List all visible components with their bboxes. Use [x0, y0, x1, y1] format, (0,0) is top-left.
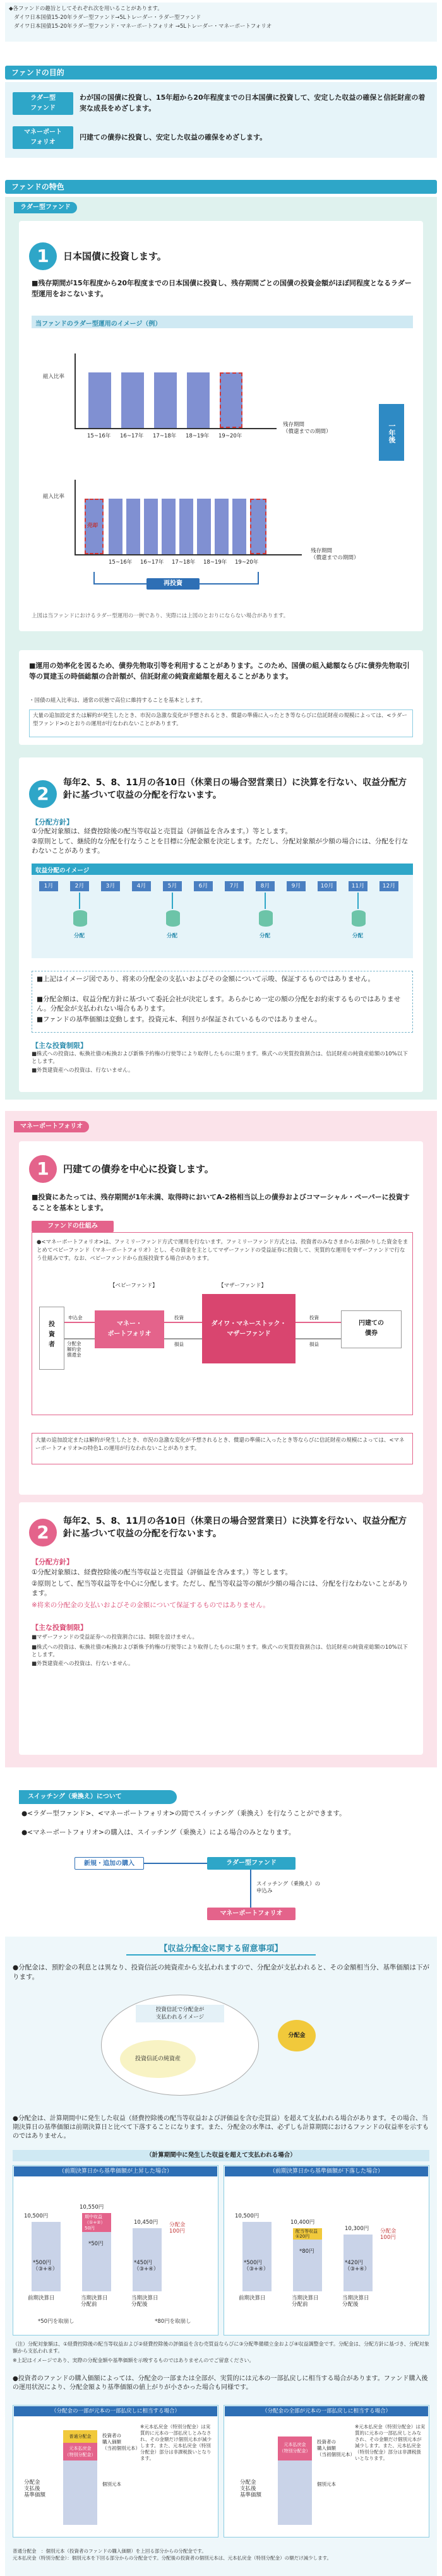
a-x-3: 当期決算日 分配後 — [131, 2295, 158, 2308]
case-a-title: （前期決算日から基準価額が上昇した場合） — [14, 2166, 217, 2176]
coin-stack-icon — [352, 910, 366, 927]
chart2-bar-e — [179, 499, 193, 554]
dist-arrow — [357, 893, 359, 909]
purpose-header: ファンドの目的 — [5, 66, 437, 80]
mother-fund-box: ダイワ・マネーストック・ マザーファンド — [202, 1294, 296, 1363]
b-x-2: 当期決算日 分配前 — [292, 2295, 319, 2308]
distribution-intro: ●分配金は、預貯金の利息とは異なり、投資信託の純資産から支払われますので、分配金が支払われると、その金額相当分、基準価額は下がります。 — [13, 1964, 429, 1981]
coin-stack-icon — [73, 910, 87, 927]
c-purchase-label: 投資者の 購入価額 （当初個別元本） — [102, 2433, 140, 2451]
d-purchase-label: 投資者の 購入価額 （当初個別元本） — [317, 2439, 355, 2457]
b-val-7: *500円 （③+④） — [244, 2260, 269, 2272]
distribution-header: 【収益分配金に関する留意事項】 — [126, 1942, 316, 1956]
m2-limits-head: 【主な投資制限】 — [32, 1623, 87, 1632]
flow-label-4: 損益 — [174, 1341, 184, 1347]
investor-box: 投 資 者 — [39, 1307, 64, 1370]
month-6: 6月 — [194, 881, 213, 891]
a-val-1: 10,500円 — [24, 2213, 49, 2219]
m1-notice: 大量の追加設定または解約が発生したとき、市況の急激な変化が予想されるとき、償還の準備に入ったとき等ならびに信託財産の規模によっては、<マネーポートフォリオ>の特色1.の運用が行なわれないことがあります。 — [35, 1437, 405, 1452]
flow-arrow-1 — [64, 1322, 95, 1323]
m1-body: ■投資にあたっては、残存期間が1年未満、取得時においてA-2格相当以上の債券およびコマーシャル・ペーパーに投資することを基本とします。 — [32, 1193, 410, 1212]
a-val-4: 期中収益 （①+②） 50円 — [85, 2214, 105, 2231]
month-4: 4月 — [132, 881, 151, 891]
b-val-6: 分配金 100円 — [380, 2228, 397, 2241]
top-note-3: ダイワ日本国債15-20年ラダー型ファンド・マネーポートフォリオ →5Lトレーダー・マネーポートフォリオ — [14, 23, 272, 30]
scheme-tab: ファンドの仕組み — [32, 1221, 114, 1232]
chart2-bar-d — [162, 499, 176, 554]
feature1-title: 日本国債に投資します。 — [63, 251, 167, 262]
purpose-badge-ladder: ラダー型 ファンド — [13, 92, 73, 115]
chart1-bar-3 — [154, 372, 177, 428]
top-note-1: ◆各ファンドの趣旨としてそれぞれ次を用いることがあります。 — [9, 6, 163, 12]
b-val-2: 10,400円 — [290, 2219, 315, 2226]
m2-policy-2: ②原則として、配当等収益等を中心に分配します。ただし、配当等収益等の額が少額の場合には、分配を行なわないことがあります。 — [32, 1580, 409, 1597]
chart1-right-label: 残存期間 （償還までの期間） — [283, 422, 332, 435]
b-val-1: 10,500円 — [235, 2213, 260, 2219]
feature2-policy-1: ①分配対象額は、経費控除後の配当等収益と売買益（評価益を含みます。）等とします。 — [32, 828, 292, 835]
chart2-x-1: 15~16年 — [109, 559, 133, 566]
month-12: 12月 — [379, 881, 398, 891]
m2-limit-1: ■マザーファンドの受益証券への投資割合には、制限を設けません。 — [32, 1634, 198, 1641]
mother-fund-label: 【マザーファンド】 — [218, 1283, 266, 1289]
flow-arrow-5 — [296, 1322, 341, 1323]
m2-title: 毎年2、5、8、11月の各10日（休業日の場合翌営業日）に決算を行ない、収益分配方針に基づいて収益の分配を行ないます。 — [63, 1516, 407, 1539]
month-5: 5月 — [163, 881, 182, 891]
b-bar-prev — [242, 2222, 272, 2291]
ladder-tab: ラダー型ファンド — [14, 202, 77, 213]
purpose-text-ladder: わが国の国債に投資し、15年超から20年程度までの日本国債に投資して、安定した収益の確保と信託財産の着実な成長をめざします。 — [80, 93, 426, 112]
dist-note-2: ■分配金額は、収益分配方針に基づいて委託会社が決定します。あらかじめ一定の額の分配をお約束するものではありません。分配金が支払われない場合もあります。 — [37, 995, 401, 1012]
c-principal: 個別元本 — [102, 2481, 121, 2487]
d-principal: 個別元本 — [317, 2481, 336, 2487]
a-val-3: 10,450円 — [134, 2219, 158, 2226]
chart1-x-5: 19~20年 — [218, 433, 242, 439]
purpose-badge-money: マネーポート フォリオ — [13, 126, 73, 149]
month-2: 2月 — [70, 881, 89, 891]
c-after-label: 分配金 支払後 基準価額 — [24, 2479, 46, 2498]
dist-arrow — [172, 893, 173, 909]
feature2-policy-2: ②原則として、継続的な分配を行なうことを目標に分配金額を決定します。ただし、分配対象額が少額の場合には、分配を行なわないことがあります。 — [32, 838, 409, 855]
b-val-8: *420円 （③+④） — [345, 2260, 370, 2272]
a-x-2: 当期決算日 分配前 — [81, 2295, 108, 2308]
chart2-x-4: 18~19年 — [203, 559, 227, 566]
chart2-x-5: 19~20年 — [235, 559, 259, 566]
feature2-limits-head: 【主な投資制限】 — [32, 1042, 87, 1050]
c-ordinary: 普通分配金 — [63, 2430, 97, 2443]
feature2-number: 2 — [29, 780, 57, 808]
m1-number: 1 — [29, 1155, 57, 1183]
reinvest-arrow-right — [258, 572, 259, 585]
month-3: 3月 — [101, 881, 120, 891]
purchase-arrow — [144, 1863, 207, 1864]
target-bond-box: 円建ての 債券 — [341, 1310, 402, 1348]
case-b-title: （前期決算日から基準価額が下落した場合） — [225, 2166, 428, 2176]
chart2-bar-b — [126, 499, 140, 554]
month-1: 1月 — [39, 881, 58, 891]
c-text: ※元本払戻金（特別分配金）は実質的に元本の一部払戻しとみなされ、その金額だけ個別元本が減少します。また、元本払戻金（特別分配金）部分は非課税扱いとなります。 — [140, 2424, 212, 2461]
c-return: 元本払戻金 （特別分配金） — [63, 2443, 97, 2460]
coin-stack-icon — [259, 910, 273, 927]
feature2-title: 毎年2、5、8、11月の各10日（休業日の場合翌営業日）に決算を行ない、収益分配方針に基づいて収益の分配を行ないます。 — [63, 778, 407, 800]
a-val-7: *500円 （③+④） — [33, 2260, 58, 2272]
coin-stack-icon — [166, 910, 180, 927]
switch-ladder-box: ラダー型ファンド — [207, 1857, 296, 1870]
d-after-label: 分配金 支払後 基準価額 — [240, 2479, 262, 2498]
dist-arrow — [265, 893, 266, 909]
feature2-policy-head: 【分配方針】 — [32, 818, 73, 826]
bond-note-body: ■運用の効率化を図るため、債券先物取引等を利用することがあります。このため、国債の組入総額ならびに債券先物取引等の買建玉の時価総額の合計額が、信託財産の純資産総額を超えることがあります。 — [29, 662, 410, 680]
dist-image-title: 収益分配のイメージ — [35, 867, 90, 874]
a-val-2: 10,550円 — [80, 2204, 104, 2211]
chart2-bar-a — [109, 499, 122, 554]
bond-notice-text: 大量の追加設定または解約が発生したとき、市況の急激な変化が予想されるとき、償還の準備に入ったとき等ならびに信託財産の規模によっては、<ラダー型ファンド>のとおりの運用が行なわれないことがあります。 — [33, 713, 407, 727]
feature1-number: 1 — [29, 242, 57, 270]
month-9: 9月 — [287, 881, 306, 891]
month-11: 11月 — [349, 881, 367, 891]
switch-money-box: マネーポートフォリオ — [207, 1908, 296, 1920]
distribution-para3: ●投資者のファンドの購入価額によっては、分配金の一部または全部が、実質的には元本の一部払戻しに相当する場合があります。ファンド購入後の運用状況により、分配金額より基準価額の値上がりが小さかった場合も同様です。 — [13, 2375, 428, 2391]
case-c-title: （分配金の一部が元本の一部払戻しに相当する場合） — [14, 2406, 217, 2416]
switching-line-1: ●<ラダー型ファンド>、<マネーポートフォリオ>の間でスイッチング（乗換え）を行なうことができます。 — [21, 1810, 346, 1817]
switch-label: スイッチング（乗換え）の 申込み — [256, 1881, 321, 1894]
chart2-bar-g — [215, 499, 229, 554]
a-val-8: *450円 （③+④） — [134, 2260, 159, 2272]
chart2-bar-new — [250, 499, 266, 554]
baby-fund-box: マネー・ ポートフォリオ — [95, 1310, 164, 1348]
reinvest-arrow-left — [93, 572, 95, 585]
m2-number: 2 — [29, 1519, 57, 1546]
flow-label-1: 申込金 — [68, 1315, 83, 1321]
ladder-chart-caption: 上図は当ファンドにおけるラダー型運用の一例であり、実際には上図のとおりにならない場合があります。 — [32, 613, 289, 619]
features-header: ファンドの特色 — [5, 180, 437, 194]
baby-fund-label: 【ベビーファンド】 — [110, 1283, 158, 1289]
b-val-3: 10,300円 — [345, 2226, 369, 2232]
bubble-net-assets: 投資信託の純資産 — [120, 2040, 196, 2078]
chart1-yaxis — [75, 353, 76, 429]
b-x-1: 前期決算日 — [239, 2295, 266, 2301]
feature1-body: ■残存期間が15年程度から20年程度までの日本国債に投資し、残存期間ごとの国債の投資金額がほぼ同程度となるラダー型運用をおこないます。 — [32, 279, 412, 298]
dist-label: 分配 — [260, 933, 271, 939]
chart2-bar-h — [232, 499, 246, 554]
chart2-x-3: 17~18年 — [172, 559, 196, 566]
chart2-bar-c — [144, 499, 158, 554]
chart2-yaxis — [75, 480, 76, 555]
dist-note-1: ■上記はイメージ図であり、将来の分配金の支払いおよびその金額について示唆、保証するものではありません。 — [37, 975, 375, 983]
dist-foot: （注）分配対象額は、①経費控除後の配当等収益および②経費控除後の評価益を含む売買益ならびに③分配準備積立金および④収益調整金です。分配金は、分配方針に基づき、分配対象額から支払われます。 — [13, 2341, 429, 2354]
one-year-later-arrow: 一年後 — [379, 404, 404, 461]
flow-arrow-2 — [64, 1338, 95, 1339]
chart2-right-label: 残存期間 （償還までの期間） — [311, 548, 359, 561]
dist-arrow — [79, 893, 80, 909]
b-x-3: 当期決算日 分配後 — [342, 2295, 369, 2308]
flow-label-2: 分配金 解約金 償還金 — [67, 1341, 81, 1358]
a-bar-prev — [32, 2222, 61, 2291]
a-val-6: 分配金 100円 — [169, 2222, 186, 2235]
chart1-x-3: 17~18年 — [153, 433, 177, 439]
m2-policy-3: ※将来の分配金の支払いおよびその金額について保証するものではありません。 — [32, 1601, 270, 1609]
dist-coin-icon: 分配金 — [278, 2020, 316, 2051]
flow-arrow-3 — [164, 1322, 202, 1323]
chart1-bar-4 — [187, 372, 210, 428]
distribution-para2: ●分配金は、計算期間中に発生した収益（経費控除後の配当等収益および評価益を含む売買益）を超えて支払われる場合があります。その場合、当期決算日の基準価額は前期決算日と比べて下落することになります。また、分配金の水準は、必ずしも計算期間におけるファンドの収益率を示すものではありません。 — [13, 2115, 429, 2140]
dist-foot2: ※上記はイメージであり、実際の分配金額や基準価額を示唆するものではありませんのでご留意ください。 — [13, 2358, 254, 2363]
month-8: 8月 — [256, 881, 275, 891]
reinvest-label: 再投資 — [146, 578, 200, 590]
flow-arrow-6 — [296, 1338, 341, 1339]
money-tab: マネーポートフォリオ — [14, 1121, 89, 1132]
m2-policy-head: 【分配方針】 — [32, 1558, 73, 1566]
ladder-chart-title: 当ファンドのラダー型運用のイメージ（例） — [35, 321, 162, 328]
chart2-sell-label: 売却 — [87, 523, 99, 529]
flow-arrow-4 — [164, 1338, 202, 1339]
m1-title: 円建ての債券を中心に投資します。 — [63, 1163, 214, 1175]
chart1-ylabel: 組入比率 — [43, 374, 65, 380]
chart2-x-2: 16~17年 — [140, 559, 164, 566]
chart1-bar-2 — [121, 372, 144, 428]
chart1-x-2: 16~17年 — [120, 433, 144, 439]
bottom-foot: 普通分配金 ：個別元本（投資者のファンドの購入価額）を上回る部分からの分配金です。 元本払戻金（特別分配金）：個別元本を下回る部分からの分配金です。分配後の投資者の個別元本は、元本払戻金（特別分配金）の額だけ減少します。 — [13, 2548, 332, 2561]
new-purchase-box: 新規・追加の購入 — [75, 1857, 144, 1870]
dist-label: 分配 — [167, 933, 178, 939]
case-d-title: （分配金の全部が元本の一部払戻しに相当する場合） — [225, 2406, 428, 2416]
d-return: 元本払戻金 （特別分配金） — [278, 2437, 312, 2460]
chart1-bar-1 — [88, 372, 111, 428]
chart1-xaxis — [75, 428, 277, 429]
bubble-caption: 投資信託で分配金が 支払われるイメージ — [136, 2005, 224, 2022]
top-note-2: ダイワ日本国債15-20年ラダー型ファンド→5Lトレーダー・ラダー型ファンド — [14, 15, 201, 21]
chart2-bar-f — [197, 499, 211, 554]
flow-label-6: 損益 — [309, 1341, 319, 1347]
flow-label-5: 投資 — [309, 1315, 319, 1321]
a-x-1: 前期決算日 — [28, 2295, 55, 2301]
calc-title: （計算期間中に発生した収益を超えて支払われる場合） — [13, 2150, 429, 2161]
dist-label: 分配 — [352, 933, 364, 939]
feature2-limit-1: ■株式への投資は、転換社債の転換および新株予約権の行使等により取得したものに限ります。株式への実質投資割合は、信託財産の純資産総額の10%以下とします。 — [32, 1051, 408, 1065]
scheme-note: ●<マネーポートフォリオ>は、ファミリーファンド方式で運用を行ないます。ファミリーファンド方式とは、投資者のみなさまからお預かりした資金をまとめてベビーファンド（マネーポートフォリオ）とし、その資金を主としてマザーファンドの受益証券に投資して、実質的な運用をマザーファンドで行なう仕組みです。なお、ベビーファンドから直接投資する場合があります。 — [37, 1239, 409, 1262]
m2-limit-3: ■外貨建資産への投資は、行ないません。 — [32, 1661, 134, 1667]
b-val-5: *80円 — [299, 2248, 314, 2255]
month-7: 7月 — [225, 881, 244, 891]
dist-label: 分配 — [74, 933, 85, 939]
m2-policy-1: ①分配対象額は、経費控除後の配当等収益と売買益（評価益を含みます。）等とします。 — [32, 1569, 292, 1576]
switch-arrow — [250, 1870, 251, 1908]
dist-note-3: ■ファンドの基準価額は変動します。投資元本、利回りが保証されているものではありません。 — [37, 1016, 321, 1023]
chart1-bar-5 — [220, 372, 242, 428]
b-val-4: 配当等収益 ①20円 — [296, 2229, 318, 2239]
month-10: 10月 — [318, 881, 337, 891]
purpose-text-money: 円建ての債券に投資し、安定した収益の確保をめざします。 — [80, 133, 267, 141]
chart2-xaxis — [75, 554, 302, 555]
bond-note-footnote: ・国債の組入比率は、通常の状態で高位に維持することを基本とします。 — [29, 697, 206, 704]
flow-label-3: 投資 — [174, 1315, 184, 1321]
chart1-x-1: 15~16年 — [87, 433, 111, 439]
switching-line-2: ●<マネーポートフォリオ>の購入は、スイッチング（乗換え）による場合のみとなります。 — [21, 1829, 296, 1836]
chart1-x-4: 18~19年 — [186, 433, 210, 439]
m2-limit-2: ■株式への投資は、転換社債の転換および新株予約権の行使等により取得したものに限ります。株式への実質投資割合は、信託財産の純資産総額の10%以下とします。 — [32, 1644, 408, 1658]
dist-fn: *50円を取崩し *80円を取崩し — [38, 2318, 191, 2325]
a-val-5: *50円 — [88, 2241, 104, 2247]
d-text: ※元本払戻金（特別分配金）は実質的に元本の一部払戻しとみなされ、その金額だけ個別元本が減少します。また、元本払戻金（特別分配金）部分は非課税扱いとなります。 — [355, 2424, 426, 2461]
chart2-ylabel: 組入比率 — [43, 494, 65, 500]
switching-header: スイッチング（乗換え）について — [19, 1790, 177, 1804]
feature2-limit-2: ■外貨建資産への投資は、行ないません。 — [32, 1067, 134, 1074]
